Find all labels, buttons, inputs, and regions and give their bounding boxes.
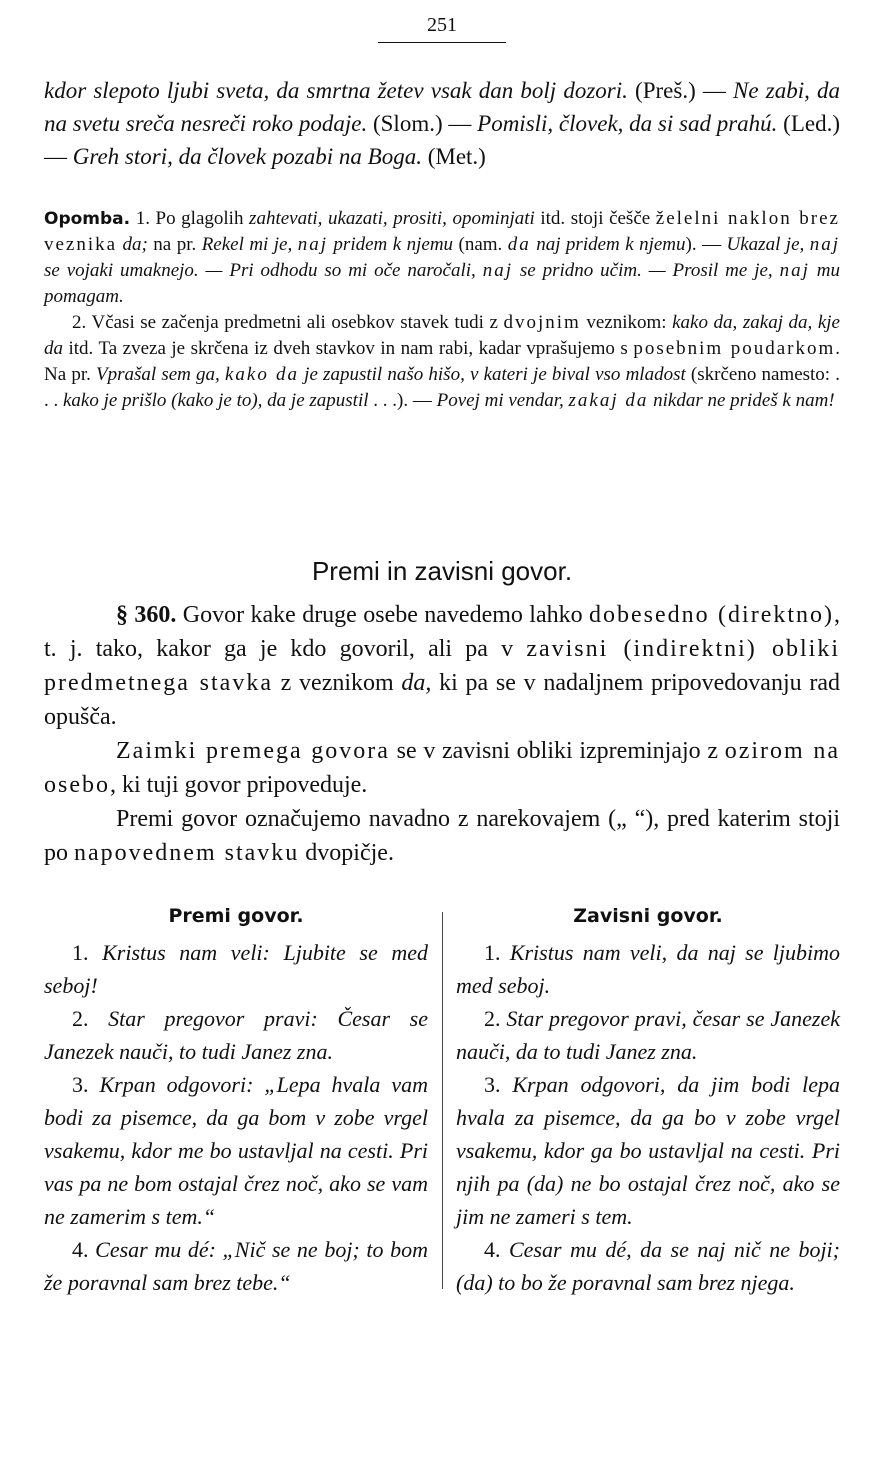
text-run: posebnim poudarkom [633,338,836,359]
text-run: dvojnim [503,312,581,333]
text-run: Krpan odgovori: „Lepa hvala vam bodi za pisemce, da ga bom v zobe vrgel vsakemu, kdor me bo ustavljal na cesti. Pri vas pa ne bom ostajal črez noč, ako se vam ne zamerim s tem.“ [44,1072,429,1229]
text-run: Cesar mu dé, da se naj nič ne boji; (da) to bo že poravnal sam brez njega. [456,1237,840,1295]
text-run: Greh stori, da človek pozabi na Boga. [72,144,422,169]
text-run: Zaimki premega govora [116,738,390,764]
text-run: kako je prišlo (kako je to), da je zapustil [63,390,369,411]
text-run: veznikom: [580,312,673,333]
indirect-speech-title: Zavisni govor. [573,905,723,927]
section-number: § 360. [116,602,177,628]
direct-speech-column [44,902,428,1299]
text-run: naj pridem k njemu [530,234,686,255]
text-run: Krpan odgovori, da jim bodi lepa hvala za pisemce, da ga bo v zobe vrgel vsakemu, kdor ga bo ustavljal na cesti. Pri njih pa (da) ne bo ostajal črez noč, ako se jim ne zameri s tem. [456,1072,840,1229]
text-run: Pomisli, človek, da si sad prahú. [477,111,778,136]
text-run: naj [779,260,810,281]
text-run: 2. [484,1006,507,1031]
note-label: Opomba. [44,209,131,229]
text-run: Star pregovor pravi, česar se Janezek nauči, da to tudi Janez zna. [456,1006,841,1064]
text-run: (Met.) [421,144,486,169]
section-paragraph-1 [44,598,840,734]
text-run: Kristus nam veli, da naj se ljubimo med seboj. [456,940,841,998]
text-run: nikdar ne prideš k nam! [648,390,835,411]
note-paragraph-2 [44,310,840,414]
text-run: da [507,234,531,255]
text-run: (Slom.) — [367,111,478,136]
text-run: (Led.) — [44,111,841,169]
text-run: se pridno učim. — Prosil me je, [512,260,780,281]
text-run: itd. Ta zveza je skrčena iz dveh stavkov in nam rabi, kadar vprašujemo s [63,338,634,359]
text-run: 4. [484,1237,509,1262]
text-run: zahtevati, ukazati, prositi, opominjati [249,208,535,229]
note-paragraph-1 [44,206,840,310]
text-run: zavisni (indirektni) obliki predmetnega stavka [44,636,840,696]
text-run: 2. Včasi se začenja predmetni ali osebkov stavek tudi z [72,312,504,333]
text-run: 1. [484,940,510,965]
direct-speech-example [44,936,428,1002]
text-run: dobesedno (direktno) [589,602,834,628]
text-run: Kristus nam veli: Ljubite se med seboj! [44,940,428,998]
text-run: Star pregovor pravi: Česar se Janezek nauči, to tudi Janez zna. [44,1006,428,1064]
text-run: . . .). — [368,390,437,411]
text-run: Rekel mi je, [201,234,298,255]
indirect-speech-example [456,1002,840,1068]
indirect-speech-example [456,1233,840,1299]
note-block [44,206,840,414]
direct-speech-title: Premi govor. [168,905,304,927]
text-run: ). — [685,234,727,255]
text-run: z veznikom [272,670,402,696]
text-run: 3. [484,1072,513,1097]
text-run: . Na pr. [44,338,840,385]
indirect-speech-column [456,902,840,1299]
text-run: kako da, zakaj da, kje da [44,312,840,359]
text-run: 1. [72,940,103,965]
text-run: da; [122,234,148,255]
text-run: kdor slepoto ljubi sveta, da smrtna žetev vsak dan bolj dozori. [44,78,628,103]
text-run: 4. [72,1237,96,1262]
direct-speech-example [44,1068,428,1233]
text-run: napovednem stavku [74,840,300,866]
text-run: mu pomagam. [44,260,840,307]
text-run: itd. stoji češče [534,208,656,229]
page-number: 251 [427,14,457,36]
text-run: (skrčeno namesto: . . . [44,364,840,411]
direct-speech-example [44,1233,428,1299]
text-run: (Preš.) — [627,78,734,103]
text-run: (nam. [453,234,508,255]
section-paragraph-3 [44,802,840,870]
text-run: 1. Po glagolih [130,208,250,229]
text-run: želelni naklon brez veznika [44,208,840,255]
top-paragraph [44,74,840,173]
text-run: naj [809,234,841,255]
text-run: , ki tuji govor pripoveduje. [110,772,368,798]
direct-speech-example [44,1002,428,1068]
text-run: 2. [72,1006,109,1031]
text-run: Cesar mu dé: „Nič se ne boj; to bom že poravnal sam brez tebe.“ [44,1237,429,1295]
text-run: naj [482,260,513,281]
text-run: 3. [72,1072,100,1097]
text-run: dvopičje. [299,840,394,866]
section-360 [44,598,840,870]
text-run: Govor kake druge osebe navedemo lahko [176,602,589,628]
text-run: Povej mi vendar, [436,390,569,411]
text-run: je zapustil našo hišo, v kateri je bival vso mladost [299,364,686,385]
page-number-rule [378,42,506,43]
text-run: Ukazal je, [726,234,810,255]
column-divider [442,912,443,1289]
text-run: zakaj da [568,390,649,411]
text-run: na pr. [147,234,202,255]
text-run: se v zavisni obliki izpreminjajo z [389,738,725,764]
text-run: ozirom na osebo [44,738,841,798]
text-run: ki pa se v nadaljnem pripovedovanju rad opušča. [44,670,840,730]
text-run: pridem k njemu [327,234,454,255]
text-run: , t. j. tako, kakor ga je kdo govoril, ali pa v [44,602,840,662]
text-run: Vprašal sem ga, [96,364,225,385]
section-paragraph-2 [44,734,840,802]
text-run: da, [401,670,432,696]
text-run: Premi govor označujemo navadno z narekovajem („ “), pred katerim stoji po [44,806,840,866]
text-run: naj [297,234,328,255]
text-run: kako da [224,364,300,385]
text-run: se vojaki umaknejo. — Pri odhodu so mi oče naročali, [44,260,483,281]
section-heading: Premi in zavisni govor. [311,556,573,586]
indirect-speech-example [456,1068,840,1233]
indirect-speech-example [456,936,840,1002]
text-run: Ne zabi, da na svetu sreča nesreči roko podaje. [44,78,840,136]
